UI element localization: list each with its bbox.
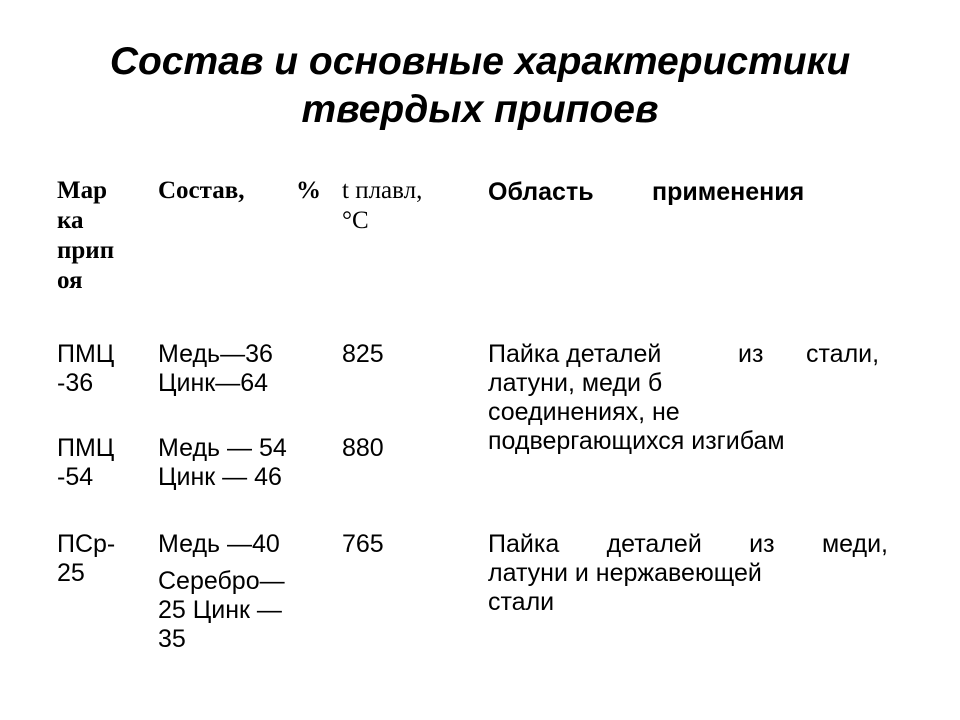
- application-pmc-line1-a: Пайка деталей: [488, 340, 662, 368]
- header-application-2: применения: [652, 178, 805, 206]
- application-psr-line1: Пайка деталей из меди,: [488, 530, 888, 558]
- row-melting: 880: [342, 434, 384, 462]
- application-pmc-line1-b: из: [738, 340, 764, 368]
- row-brand: ПМЦ -54: [57, 434, 115, 491]
- row-brand: ПСр- 25: [57, 530, 116, 587]
- header-melting: t плавл, °C: [342, 177, 423, 234]
- application-pmc: латуни, меди б соединениях, не подвергающихся изгибам: [488, 369, 785, 455]
- header-composition: Состав,: [158, 177, 245, 204]
- header-application-1: Область: [488, 178, 594, 206]
- row-composition-copper: Медь —40: [158, 530, 280, 558]
- header-composition-unit: %: [296, 177, 321, 204]
- row-melting: 825: [342, 340, 384, 368]
- application-psr: латуни и нержавеющей стали: [488, 559, 762, 616]
- row-melting: 765: [342, 530, 384, 558]
- application-pmc-line1-c: стали,: [806, 340, 880, 368]
- title-line-1: Состав и основные характеристики: [109, 40, 851, 83]
- page-title: [0, 38, 960, 134]
- title-line-2: твердых припоев: [301, 88, 659, 131]
- row-composition-rest: Серебро— 25 Цинк — 35: [158, 567, 285, 653]
- row-composition: Медь—36 Цинк—64: [158, 340, 273, 397]
- row-brand: ПМЦ -36: [57, 340, 115, 397]
- header-brand: Мар ка прип оя: [57, 177, 115, 294]
- row-composition: Медь — 54 Цинк — 46: [158, 434, 287, 491]
